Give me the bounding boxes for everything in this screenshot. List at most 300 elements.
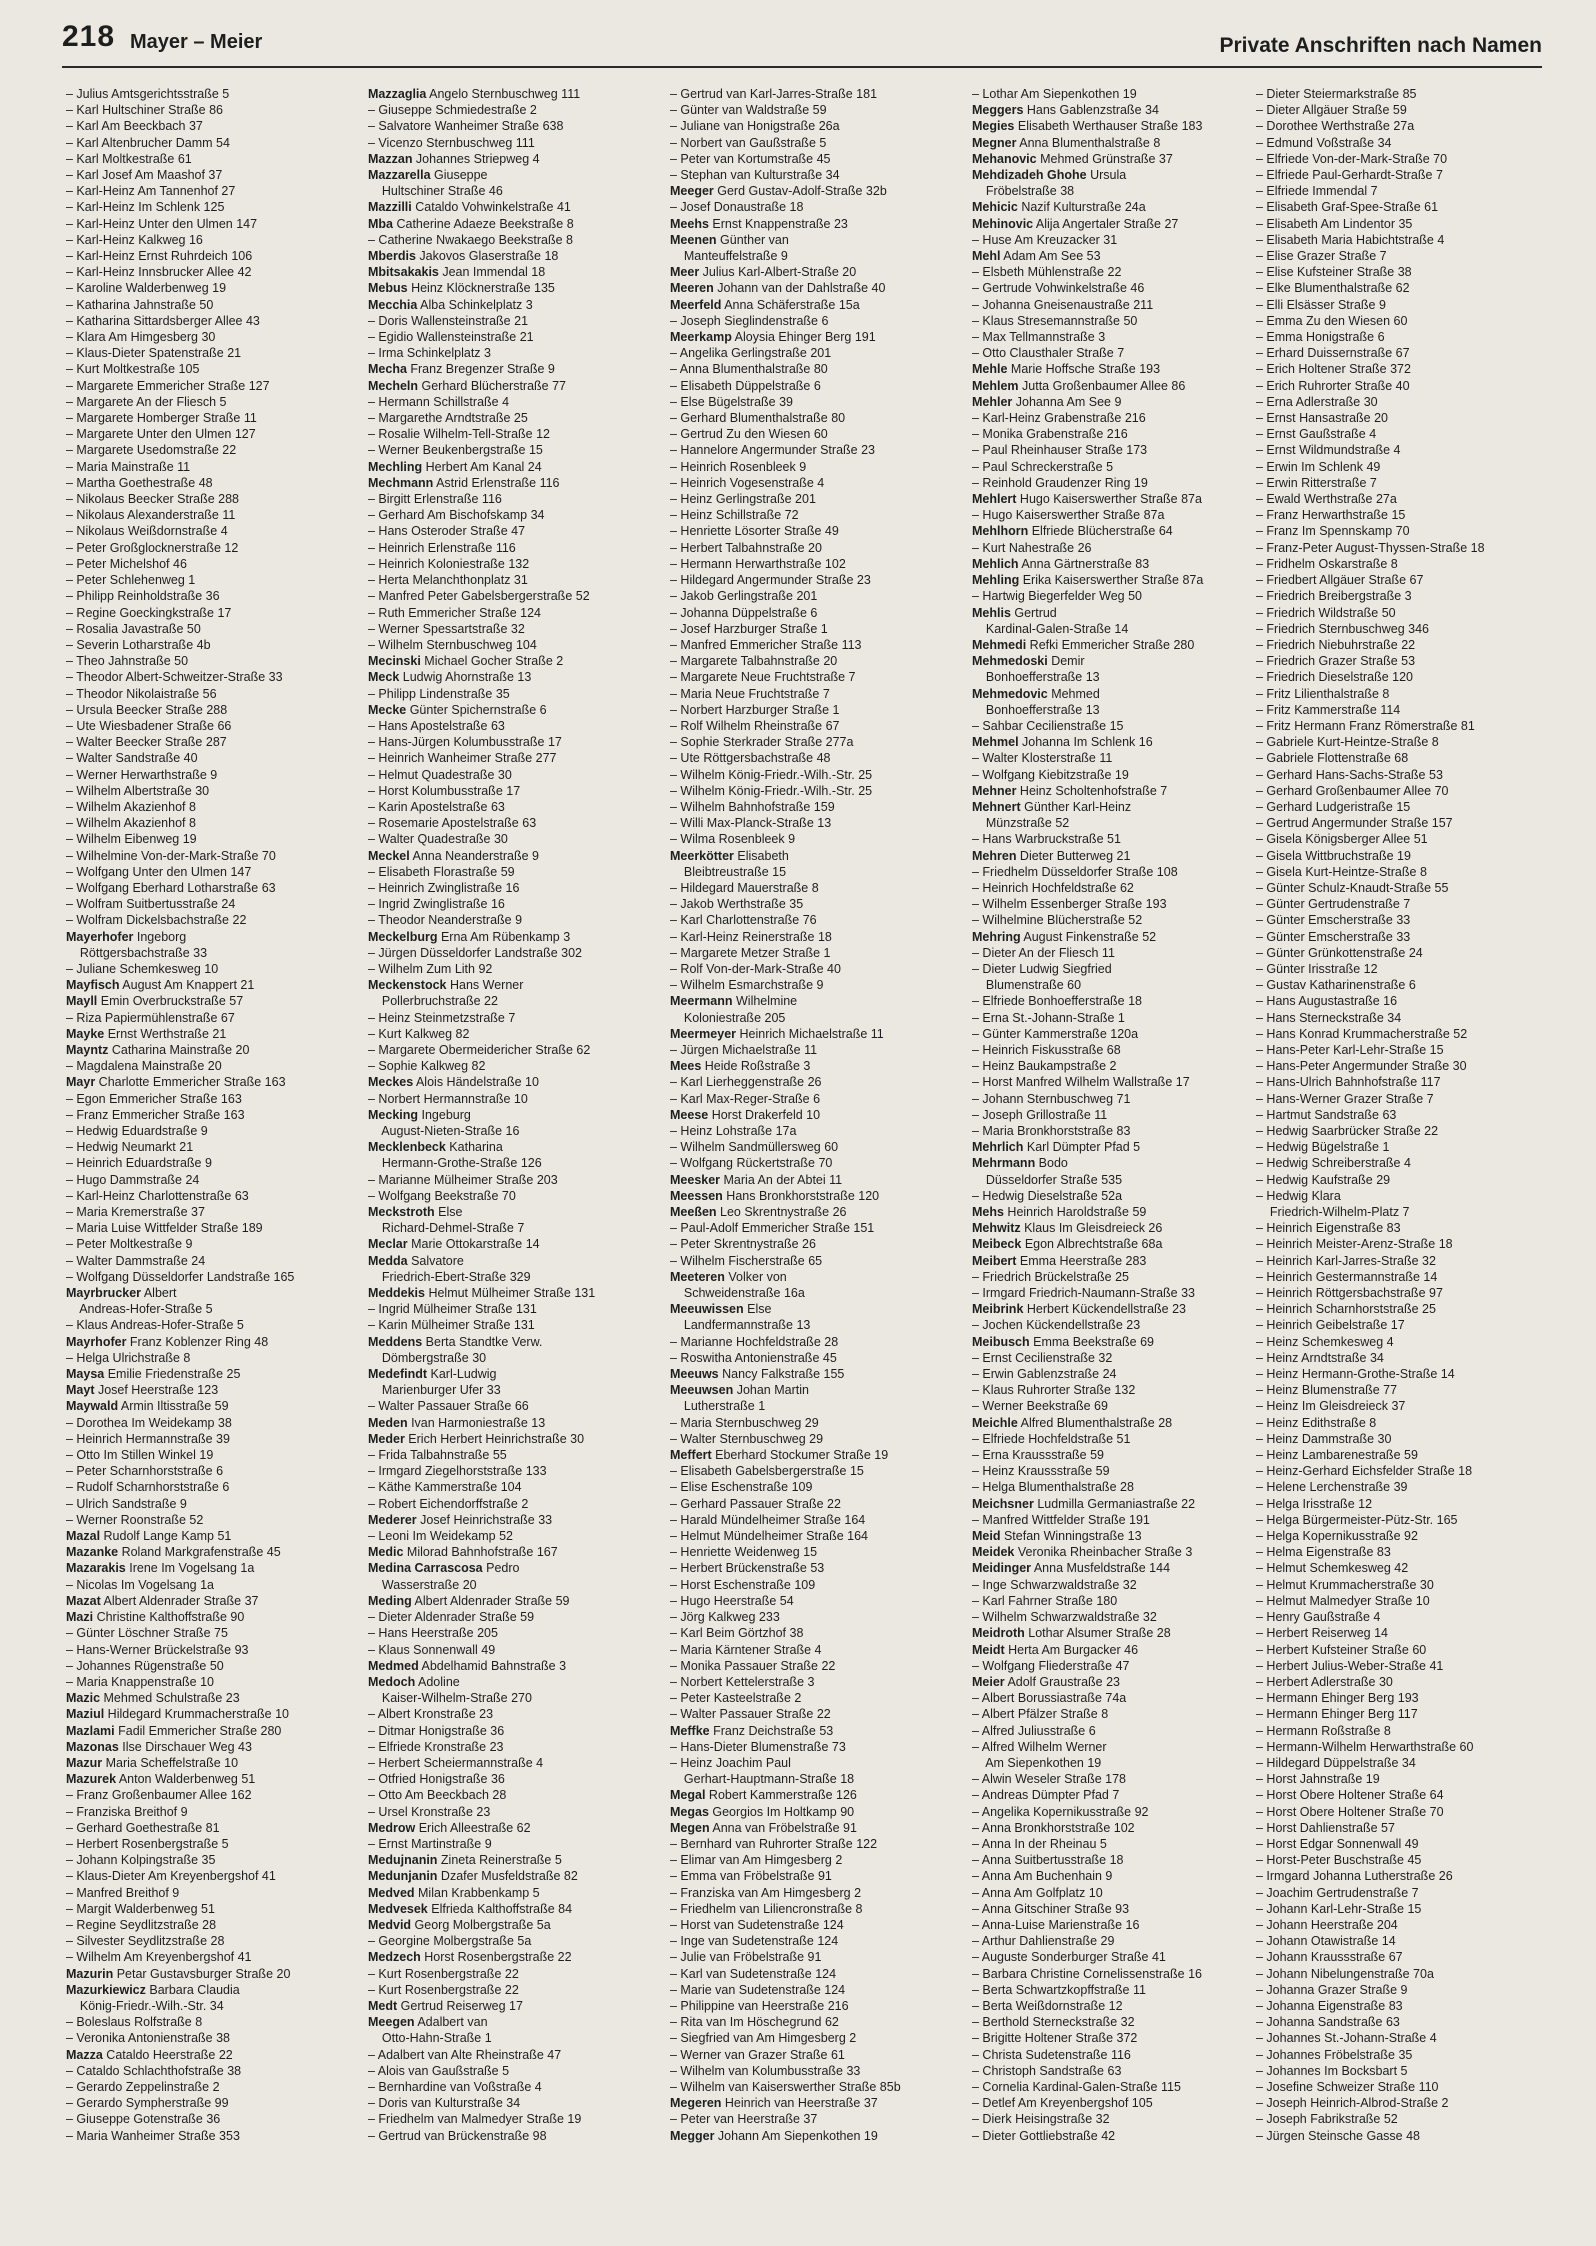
directory-entry: – Friedrich Grazer Straße 53 [1256, 654, 1416, 669]
directory-entry: – Friedrich Sternbuschweg 346 [1256, 621, 1430, 636]
directory-entry: – Margarete Unter den Ulmen 127 [66, 427, 256, 442]
directory-entry: – Heinrich Geibelstraße 17 [1256, 1318, 1405, 1333]
directory-entry: Medmed Abdelhamid Bahnstraße 3 [368, 1658, 567, 1673]
directory-entry: Münzstraße 52 [972, 816, 1070, 831]
directory-entry: – Wilhelm Sandmüllersweg 60 [670, 1140, 839, 1155]
directory-entry: Mehlis Gertrud [972, 605, 1057, 620]
directory-entry: Meidroth Lothar Alsumer Straße 28 [972, 1626, 1171, 1641]
directory-entry: Düsseldorfer Straße 535 [972, 1172, 1123, 1187]
directory-entry: – Martha Goethestraße 48 [66, 475, 213, 490]
directory-entry: – Friedrich Wildstraße 50 [1256, 605, 1396, 620]
directory-entry: – Ernst Cecilienstraße 32 [972, 1350, 1113, 1365]
directory-entry: – Ursel Kronstraße 23 [368, 1804, 491, 1819]
directory-entry: – Wolfram Dickelsbachstraße 22 [66, 913, 247, 928]
directory-entry: – Hans Sterneckstraße 34 [1256, 1010, 1402, 1025]
directory-entry: – Franziska van Am Himgesberg 2 [670, 1885, 862, 1900]
directory-entry: – Hannelore Angermunder Straße 23 [670, 443, 875, 458]
directory-entry: – Herbert Julius-Weber-Straße 41 [1256, 1658, 1444, 1673]
directory-entry: – Walter Quadestraße 30 [368, 832, 508, 847]
directory-entry: – Stephan van Kulturstraße 34 [670, 168, 840, 183]
directory-entry: – Herbert Scheiermannstraße 4 [368, 1755, 544, 1770]
directory-entry: – Wilhelm Albertstraße 30 [66, 783, 210, 798]
directory-entry: – Margarete Metzer Straße 1 [670, 945, 831, 960]
directory-entry: – Dieter Steiermarkstraße 85 [1256, 87, 1417, 101]
directory-entry: – Karin Mülheimer Straße 131 [368, 1318, 535, 1333]
directory-entry: – Max Tellmannstraße 3 [972, 330, 1106, 345]
directory-entry: Mechling Herbert Am Kanal 24 [368, 459, 542, 474]
directory-entry: Meddens Berta Standtke Verw. [368, 1334, 543, 1349]
directory-entry: Meenen Günther van [670, 232, 789, 247]
directory-entry: Meermann Wilhelmine [670, 994, 798, 1009]
directory-entry: – Alois van Gaußstraße 5 [368, 2063, 510, 2078]
directory-entry: – Giuseppe Schmiedestraße 2 [368, 103, 537, 118]
directory-entry: Mazlami Fadil Emmericher Straße 280 [66, 1723, 282, 1738]
directory-entry: Meidek Veronika Rheinbacher Straße 3 [972, 1545, 1193, 1560]
directory-entry: – Klaus Ruhrorter Straße 132 [972, 1383, 1136, 1398]
directory-entry: Schweidenstraße 16a [670, 1286, 805, 1301]
directory-entry: – Hermann Ehinger Berg 193 [1256, 1691, 1419, 1706]
directory-entry: – Horst Jahnstraße 19 [1256, 1772, 1380, 1787]
directory-entry: – Hermann Roßstraße 8 [1256, 1723, 1391, 1738]
directory-entry: Röttgersbachstraße 33 [66, 945, 208, 960]
directory-entry: – Horst-Peter Buschstraße 45 [1256, 1853, 1422, 1868]
directory-entry: – Heinrich Scharnhorststraße 25 [1256, 1302, 1436, 1317]
directory-entry: – Jakob Werthstraße 35 [670, 897, 804, 912]
directory-entry: Mberdis Jakovos Glaserstraße 18 [368, 249, 559, 264]
directory-entry: – Alfred Juliusstraße 6 [972, 1723, 1096, 1738]
directory-entry: – Veronika Antonienstraße 38 [66, 2031, 231, 2046]
directory-entry: – Ute Röttgersbachstraße 48 [670, 751, 831, 766]
directory-entry: – Joseph Fabrikstraße 52 [1256, 2112, 1398, 2127]
directory-entry: – Elimar van Am Himgesberg 2 [670, 1853, 843, 1868]
directory-entry: – Irmgard Ziegelhorststraße 133 [368, 1464, 547, 1479]
directory-entry: – Magdalena Mainstraße 20 [66, 1059, 222, 1074]
directory-entry: – Angelika Kopernikusstraße 92 [972, 1804, 1149, 1819]
directory-entry: – Silvester Seydlitzstraße 28 [66, 1934, 225, 1949]
directory-entry: – Karl Moltkestraße 61 [66, 151, 192, 166]
directory-entry: – Otto Am Beeckbach 28 [368, 1788, 507, 1803]
directory-columns [66, 86, 1546, 2226]
directory-entry: – Rita van Im Höschegrund 62 [670, 2015, 839, 2030]
directory-entry: – Karl Am Beeckbach 37 [66, 119, 203, 134]
directory-entry: – Herbert Kufsteiner Straße 60 [1256, 1642, 1427, 1657]
directory-entry: – Elisabeth Am Lindentor 35 [1256, 216, 1413, 231]
directory-entry: – Johann Karl-Lehr-Straße 15 [1256, 1901, 1422, 1916]
directory-entry: – Herbert Adlerstraße 30 [1256, 1674, 1393, 1689]
directory-entry: – Elfriede Bonhoefferstraße 18 [972, 994, 1143, 1009]
directory-entry: – Horst Obere Holtener Straße 64 [1256, 1788, 1444, 1803]
directory-entry: – Hugo Dammstraße 24 [66, 1172, 200, 1187]
directory-entry: – Franz-Peter August-Thyssen-Straße 18 [1256, 540, 1485, 555]
directory-entry: – Erna Kraussstraße 59 [972, 1448, 1105, 1463]
directory-entry: – Werner Herwarthstraße 9 [66, 767, 218, 782]
directory-entry: Mazurkiewicz Barbara Claudia [66, 1982, 240, 1997]
directory-entry: – Norbert Hermannstraße 10 [368, 1091, 528, 1106]
directory-entry: – Hans-Werner Grazer Straße 7 [1256, 1091, 1434, 1106]
directory-entry: Meessen Hans Bronkhorststraße 120 [670, 1188, 880, 1203]
directory-entry: – Friedhelm van Liliencronstraße 8 [670, 1901, 863, 1916]
directory-entry: August-Nieten-Straße 16 [368, 1124, 520, 1138]
directory-entry: Bonhoefferstraße 13 [972, 702, 1100, 717]
directory-entry: – Gerardo Zeppelinstraße 2 [66, 2079, 220, 2094]
directory-entry: Mayke Ernst Werthstraße 21 [66, 1026, 227, 1041]
directory-entry: – Hermann Schillstraße 4 [368, 394, 510, 409]
directory-entry: – Wolfram Suitbertusstraße 24 [66, 897, 236, 912]
directory-entry: – Elise Eschenstraße 109 [670, 1480, 813, 1495]
directory-entry: – Erwin Gablenzstraße 24 [972, 1367, 1117, 1382]
directory-entry: – Gisela Königsberger Allee 51 [1256, 832, 1428, 847]
directory-entry: – Dieter Ludwig Siegfried [972, 961, 1112, 976]
directory-entry: – Johannes Fröbelstraße 35 [1256, 2047, 1413, 2062]
directory-entry: – Karl Lierheggenstraße 26 [670, 1075, 822, 1090]
directory-entry: Mehnert Günther Karl-Heinz [972, 799, 1132, 814]
directory-entry: – Heinrich Meister-Arenz-Straße 18 [1256, 1237, 1453, 1252]
directory-entry: – Karl-Heinz Innsbrucker Allee 42 [66, 265, 252, 280]
directory-entry: – Wolfgang Fliederstraße 47 [972, 1658, 1130, 1673]
directory-entry: – Sahbar Cecilienstraße 15 [972, 718, 1124, 733]
directory-entry: – Hedwig Neumarkt 21 [66, 1140, 194, 1155]
directory-entry: Meerfeld Anna Schäferstraße 15a [670, 297, 860, 312]
directory-entry: – Irmgard Johanna Lutherstraße 26 [1256, 1869, 1453, 1884]
directory-entry: – Maria Sternbuschweg 29 [670, 1415, 819, 1430]
directory-entry: – Juliane Schemkesweg 10 [66, 961, 219, 976]
directory-entry: – Henriette Lösorter Straße 49 [670, 524, 839, 539]
directory-entry: – Adalbert van Alte Rheinstraße 47 [368, 2047, 562, 2062]
directory-entry: – Herta Melanchthonplatz 31 [368, 573, 528, 588]
directory-entry: – Elisabeth Florastraße 59 [368, 864, 515, 879]
directory-entry: Mazzan Johannes Striepweg 4 [368, 151, 540, 166]
directory-entry: – Marianne Hochfeldstraße 28 [670, 1334, 839, 1349]
directory-entry: – Wilhelm van Kolumbusstraße 33 [670, 2063, 861, 2078]
directory-entry: – Andreas Dümpter Pfad 7 [972, 1788, 1120, 1803]
directory-entry: – Elfriede Immendal 7 [1256, 184, 1378, 199]
directory-entry: – Cornelia Kardinal-Galen-Straße 115 [972, 2079, 1181, 2094]
directory-entry: – Nikolaus Alexanderstraße 11 [66, 508, 236, 523]
directory-entry: – Klaus-Dieter Spatenstraße 21 [66, 346, 242, 361]
directory-entry: – Gerhard Am Bischofskamp 34 [368, 508, 545, 523]
directory-entry: – Wilhelmine Von-der-Mark-Straße 70 [66, 848, 276, 863]
directory-entry: – Karl Hultschiner Straße 86 [66, 103, 224, 118]
directory-entry: – Theodor Nikolaistraße 56 [66, 686, 217, 701]
directory-entry: – Hedwig Dieselstraße 52a [972, 1188, 1123, 1203]
directory-entry: – Maria Knappenstraße 10 [66, 1674, 215, 1689]
directory-entry: – Günter Schulz-Knaudt-Straße 55 [1256, 880, 1449, 895]
directory-entry: – Ursula Beecker Straße 288 [66, 702, 228, 717]
directory-entry: – Walter Sternbuschweg 29 [670, 1431, 824, 1446]
directory-entry: Meeuws Nancy Falkstraße 155 [670, 1367, 845, 1382]
directory-entry: – Helga Irisstraße 12 [1256, 1496, 1373, 1511]
directory-entry: – Fritz Lilienthalstraße 8 [1256, 686, 1390, 701]
directory-entry: – Philippine van Heerstraße 216 [670, 1998, 849, 2013]
directory-entry: – Herbert Talbahnstraße 20 [670, 540, 822, 555]
directory-entry: Mehmedovic Mehmed [972, 686, 1100, 701]
directory-entry: Mehrlich Karl Dümpter Pfad 5 [972, 1140, 1141, 1155]
directory-entry: – Johannes St.-Johann-Straße 4 [1256, 2031, 1437, 2046]
directory-entry: – Paul Schreckerstraße 5 [972, 459, 1114, 474]
directory-entry: – Gertrud van Brückenstraße 98 [368, 2128, 547, 2143]
directory-entry: – Marie van Sudetenstraße 124 [670, 1982, 846, 1997]
directory-entry: – Emma Honigstraße 6 [1256, 330, 1385, 345]
directory-entry: – Hedwig Bügelstraße 1 [1256, 1140, 1390, 1155]
directory-entry: – Ernst Martinstraße 9 [368, 1836, 492, 1851]
directory-entry: Mazal Rudolf Lange Kamp 51 [66, 1529, 232, 1544]
directory-entry: – Elsbeth Mühlenstraße 22 [972, 265, 1122, 280]
directory-entry: Meer Julius Karl-Albert-Straße 20 [670, 265, 857, 280]
directory-entry: – Herbert Rosenbergstraße 5 [66, 1836, 229, 1851]
directory-entry: Medina Carrascosa Pedro [368, 1561, 520, 1576]
directory-entry: – Ingrid Mülheimer Straße 131 [368, 1302, 537, 1317]
directory-entry: – Jürgen Düsseldorfer Landstraße 302 [368, 945, 583, 960]
directory-entry: – Albert Kronstraße 23 [368, 1707, 494, 1722]
directory-entry: Mayrbrucker Albert [66, 1286, 177, 1301]
directory-entry: – Henry Gaußstraße 4 [1256, 1610, 1381, 1625]
directory-entry: Andreas-Hofer-Straße 5 [66, 1302, 213, 1317]
directory-entry: – Juliane van Honigstraße 26a [670, 119, 840, 134]
directory-entry: – Kurt Nahestraße 26 [972, 540, 1092, 555]
directory-entry: – Wilhelm Schwarzwaldstraße 32 [972, 1610, 1157, 1625]
directory-entry: – Hans Apostelstraße 63 [368, 718, 505, 733]
directory-entry: – Rolf Wilhelm Rheinstraße 67 [670, 718, 840, 733]
directory-entry: – Huse Am Kreuzacker 31 [972, 232, 1118, 247]
directory-entry: – Gerardo Sympherstraße 99 [66, 2096, 229, 2111]
directory-entry: – Dorothea Im Weidekamp 38 [66, 1415, 232, 1430]
directory-entry: – Jürgen Steinsche Gasse 48 [1256, 2128, 1420, 2143]
directory-entry: – Karl Josef Am Maashof 37 [66, 168, 223, 183]
directory-entry: – Heinz Edithstraße 8 [1256, 1415, 1377, 1430]
directory-entry: – Karl-Heinz Reinerstraße 18 [670, 929, 832, 944]
directory-entry: Mehdizadeh Ghohe Ursula [972, 168, 1127, 183]
directory-entry: – Peter Großglocknerstraße 12 [66, 540, 239, 555]
directory-entry: Mehner Heinz Scholtenhofstraße 7 [972, 783, 1168, 798]
directory-entry: – Ernst Gaußstraße 4 [1256, 427, 1377, 442]
directory-entry: – Peter Kasteelstraße 2 [670, 1691, 802, 1706]
directory-entry: – Gerhard Passauer Straße 22 [670, 1496, 841, 1511]
directory-entry: Bonhoefferstraße 13 [972, 670, 1100, 685]
directory-entry: – Johanna Eigenstraße 83 [1256, 1998, 1403, 2013]
directory-entry: – Kurt Rosenbergstraße 22 [368, 1982, 519, 1997]
directory-entry: Hultschiner Straße 46 [368, 184, 503, 199]
directory-entry: – Wilhelmine Blücherstraße 52 [972, 913, 1143, 928]
directory-entry: – Günter Grünkottenstraße 24 [1256, 945, 1423, 960]
directory-entry: Meckes Alois Händelstraße 10 [368, 1075, 539, 1090]
directory-entry: – Wolfgang Unter den Ulmen 147 [66, 864, 252, 879]
directory-entry: – Friedhelm van Malmedyer Straße 19 [368, 2112, 582, 2127]
directory-entry: – Gertrud Angermunder Straße 157 [1256, 816, 1453, 831]
directory-entry: – Cataldo Schlachthofstraße 38 [66, 2063, 242, 2078]
directory-entry: – Gerhard Hans-Sachs-Straße 53 [1256, 767, 1443, 782]
directory-entry: – Heinz Hermann-Grothe-Straße 14 [1256, 1367, 1455, 1382]
directory-entry: – Siegfried van Am Himgesberg 2 [670, 2031, 857, 2046]
directory-entry: – Johanna Sandstraße 63 [1256, 2015, 1400, 2030]
directory-entry: – Dorothee Werthstraße 27a [1256, 119, 1415, 134]
directory-entry: – Doris van Kulturstraße 34 [368, 2096, 521, 2111]
directory-entry: Wasserstraße 20 [368, 1577, 477, 1592]
directory-entry: – Horst Obere Holtener Straße 70 [1256, 1804, 1444, 1819]
directory-entry: – Heinz Arndtstraße 34 [1256, 1350, 1384, 1365]
directory-entry: Dömbergstraße 30 [368, 1350, 487, 1365]
directory-entry: – Heinrich Gestermannstraße 14 [1256, 1269, 1438, 1284]
directory-entry: Mehlhorn Elfriede Blücherstraße 64 [972, 524, 1173, 539]
directory-entry: – Elise Kufsteiner Straße 38 [1256, 265, 1412, 280]
directory-entry: – Egon Emmericher Straße 163 [66, 1091, 242, 1106]
directory-entry: Meffert Eberhard Stockumer Straße 19 [670, 1448, 889, 1463]
directory-entry: Lutherstraße 1 [670, 1399, 766, 1414]
directory-entry: Mehs Heinrich Haroldstraße 59 [972, 1205, 1147, 1220]
directory-entry: – Werner Spessartstraße 32 [368, 621, 525, 636]
directory-entry: – Heinz Schemkesweg 4 [1256, 1334, 1394, 1349]
directory-entry: – Karl-Heinz Im Schlenk 125 [66, 200, 225, 215]
directory-entry: – Berthold Sterneckstraße 32 [972, 2015, 1135, 2030]
directory-entry: – Horst Eschenstraße 109 [670, 1577, 816, 1592]
directory-entry: – Monika Passauer Straße 22 [670, 1658, 836, 1673]
directory-entry: – Horst van Sudetenstraße 124 [670, 1917, 844, 1932]
directory-entry: – Fridhelm Oskarstraße 8 [1256, 556, 1398, 571]
directory-entry: – Wolfgang Rückertstraße 70 [670, 1156, 833, 1171]
directory-entry: – Wilhelm Akazienhof 8 [66, 816, 196, 831]
directory-entry: – Rosalie Wilhelm-Tell-Straße 12 [368, 427, 551, 442]
directory-entry: Meidt Herta Am Burgacker 46 [972, 1642, 1139, 1657]
directory-entry: – Heinrich Rosenbleek 9 [670, 459, 807, 474]
directory-entry: – Barbara Christine Cornelissenstraße 16 [972, 1966, 1202, 1981]
directory-entry: – Rosemarie Apostelstraße 63 [368, 816, 537, 831]
directory-entry: – Karl Max-Reger-Straße 6 [670, 1091, 821, 1106]
directory-entry: – Peter van Kortumstraße 45 [670, 151, 831, 166]
directory-entry: – Maria Mainstraße 11 [66, 459, 191, 474]
directory-entry: – Werner van Grazer Straße 61 [670, 2047, 845, 2062]
directory-entry: – Margarethe Arndtstraße 25 [368, 411, 528, 426]
directory-entry: Medt Gertrud Reiserweg 17 [368, 1998, 523, 2013]
directory-entry: Mazarakis Irene Im Vogelsang 1a [66, 1561, 255, 1576]
directory-entry: Meier Adolf Graustraße 23 [972, 1674, 1120, 1689]
directory-entry: – Günter Gertrudenstraße 7 [1256, 897, 1411, 912]
directory-entry: – Paul-Adolf Emmericher Straße 151 [670, 1221, 875, 1236]
directory-entry: – Anna Bronkhorststraße 102 [972, 1820, 1135, 1835]
directory-entry: – Johannes Im Bocksbart 5 [1256, 2063, 1408, 2078]
directory-entry: – Karl Altenbrucher Damm 54 [66, 135, 230, 150]
directory-entry: Mazonas Ilse Dirschauer Weg 43 [66, 1739, 252, 1754]
directory-entry: – Helga Bürgermeister-Pütz-Str. 165 [1256, 1512, 1458, 1527]
directory-entry: – Joseph Heinrich-Albrod-Straße 2 [1256, 2096, 1449, 2111]
directory-entry: – Angelika Gerlingstraße 201 [670, 346, 832, 361]
directory-entry: – Heinz-Gerhard Eichsfelder Straße 18 [1256, 1464, 1473, 1479]
directory-entry: – Heinrich Röttgersbachstraße 97 [1256, 1286, 1443, 1301]
directory-entry: – Heinrich Wanheimer Straße 277 [368, 751, 557, 766]
directory-entry: – Anna Am Buchenhain 9 [972, 1869, 1113, 1884]
directory-entry: – Giuseppe Gotenstraße 36 [66, 2112, 221, 2127]
directory-entry: – Maria Wanheimer Straße 353 [66, 2128, 240, 2143]
directory-entry: – Horst Dahlienstraße 57 [1256, 1820, 1395, 1835]
directory-entry: – Berta Schwartzkopffstraße 11 [972, 1982, 1146, 1997]
directory-entry: – Günter Emscherstraße 33 [1256, 929, 1411, 944]
directory-entry: – Heinz Im Gleisdreieck 37 [1256, 1399, 1406, 1414]
directory-entry: – Jörg Kalkweg 233 [670, 1610, 780, 1625]
directory-entry: Richard-Dehmel-Straße 7 [368, 1221, 525, 1236]
directory-entry: – Nikolaus Weißdornstraße 4 [66, 524, 228, 539]
directory-entry: Mayll Emin Overbruckstraße 57 [66, 994, 244, 1009]
directory-entry: – Kurt Kalkweg 82 [368, 1026, 470, 1041]
directory-entry: – Ernst Hansastraße 20 [1256, 411, 1389, 426]
directory-entry: – Gerhard Blumenthalstraße 80 [670, 411, 846, 426]
directory-entry: Megger Johann Am Siepenkothen 19 [670, 2128, 878, 2143]
directory-entry: – Wilhelm Bahnhofstraße 159 [670, 799, 835, 814]
directory-entry: – Johanna Gneisenaustraße 211 [972, 297, 1154, 312]
directory-entry: – Dieter Gottliebstraße 42 [972, 2128, 1116, 2143]
directory-entry: – Norbert Kettelerstraße 3 [670, 1674, 815, 1689]
directory-entry: – Norbert Harzburger Straße 1 [670, 702, 840, 717]
directory-entry: – Julius Amtsgerichtsstraße 5 [66, 87, 230, 101]
directory-entry: – Elisabeth Maria Habichtstraße 4 [1256, 232, 1445, 247]
directory-entry: – Karl-Heinz Unter den Ulmen 147 [66, 216, 258, 231]
directory-entry: – Hildegard Düppelstraße 34 [1256, 1755, 1416, 1770]
directory-entry: – Horst Kolumbusstraße 17 [368, 783, 521, 798]
directory-entry: – Erhard Duissernstraße 67 [1256, 346, 1410, 361]
directory-entry: Meichle Alfred Blumenthalstraße 28 [972, 1415, 1173, 1430]
directory-entry: – Wilhelm Am Kreyenbergshof 41 [66, 1950, 252, 1965]
directory-entry: – Arthur Dahlienstraße 29 [972, 1934, 1115, 1949]
directory-entry: – Hedwig Eduardstraße 9 [66, 1124, 208, 1138]
directory-entry: – Otto Clausthaler Straße 7 [972, 346, 1125, 361]
directory-entry: Meckstroth Else [368, 1205, 463, 1220]
running-head: Mayer – Meier [130, 31, 263, 53]
directory-entry: – Elli Elsässer Straße 9 [1256, 297, 1386, 312]
directory-entry: Meeßen Leo Skrentnystraße 26 [670, 1205, 847, 1220]
directory-entry: – Margarete Obermeidericher Straße 62 [368, 1042, 591, 1057]
directory-entry: – Manfred Peter Gabelsbergerstraße 52 [368, 589, 590, 604]
directory-entry: – Bernhardine van Voßstraße 4 [368, 2079, 542, 2094]
directory-entry: Meeteren Volker von [670, 1269, 787, 1284]
directory-entry: – Wilhelm König-Friedr.-Wilh.-Str. 25 [670, 783, 873, 798]
directory-entry: – Karl-Heinz Grabenstraße 216 [972, 411, 1146, 426]
directory-entry: – Jakob Gerlingstraße 201 [670, 589, 818, 604]
directory-entry: – Günter Kammerstraße 120a [972, 1026, 1139, 1041]
directory-entry: – Joseph Grillostraße 11 [972, 1107, 1108, 1122]
directory-entry: – Josef Donaustraße 18 [670, 200, 804, 215]
directory-entry: – Theodor Neanderstraße 9 [368, 913, 523, 928]
directory-entry: Mees Heide Roßstraße 3 [670, 1059, 811, 1074]
directory-entry: – Gertrud van Karl-Jarres-Straße 181 [670, 87, 878, 101]
directory-entry: Mehinovic Alija Angertaler Straße 27 [972, 216, 1179, 231]
directory-entry: – Norbert van Gaußstraße 5 [670, 135, 827, 150]
directory-entry: – Berta Weißdornstraße 12 [972, 1998, 1123, 2013]
directory-entry: – Doris Wallensteinstraße 21 [368, 313, 529, 328]
directory-entry: Meerkötter Elisabeth [670, 848, 789, 863]
directory-entry: – Ulrich Sandstraße 9 [66, 1496, 187, 1511]
directory-entry: – Hartwig Biegerfelder Weg 50 [972, 589, 1142, 604]
directory-entry: Mehicic Nazif Kulturstraße 24a [972, 200, 1146, 215]
directory-entry: Meibert Emma Heerstraße 283 [972, 1253, 1147, 1268]
directory-entry: Meeuwissen Else [670, 1302, 772, 1317]
directory-entry: – Hans Osteroder Straße 47 [368, 524, 526, 539]
directory-entry: – Wilhelm Essenberger Straße 193 [972, 897, 1167, 912]
directory-entry: König-Friedr.-Wilh.-Str. 34 [66, 1998, 224, 2013]
directory-entry: Meesker Maria An der Abtei 11 [670, 1172, 843, 1187]
directory-entry: – Joseph Sieglindenstraße 6 [670, 313, 829, 328]
directory-entry: Maywald Armin Iltisstraße 59 [66, 1399, 229, 1414]
directory-entry: – Margarete Homberger Straße 11 [66, 411, 257, 426]
directory-entry: – Heinrich Vogesenstraße 4 [670, 475, 825, 490]
directory-entry: Mehl Adam Am See 53 [972, 249, 1101, 264]
directory-entry: – Roswitha Antonienstraße 45 [670, 1350, 837, 1365]
directory-entry: – Else Bügelstraße 39 [670, 394, 793, 409]
directory-entry: – Theo Jahnstraße 50 [66, 654, 189, 669]
directory-entry: Megeren Heinrich van Heerstraße 37 [670, 2096, 878, 2111]
column-1 [66, 86, 356, 2226]
directory-entry: – Margarete An der Fliesch 5 [66, 394, 227, 409]
directory-entry: – Sophie Sterkrader Straße 277a [670, 735, 854, 750]
directory-entry: Megies Elisabeth Werthauser Straße 183 [972, 119, 1203, 134]
directory-entry: Mazanke Roland Markgrafenstraße 45 [66, 1545, 281, 1560]
page-header [62, 14, 1542, 64]
